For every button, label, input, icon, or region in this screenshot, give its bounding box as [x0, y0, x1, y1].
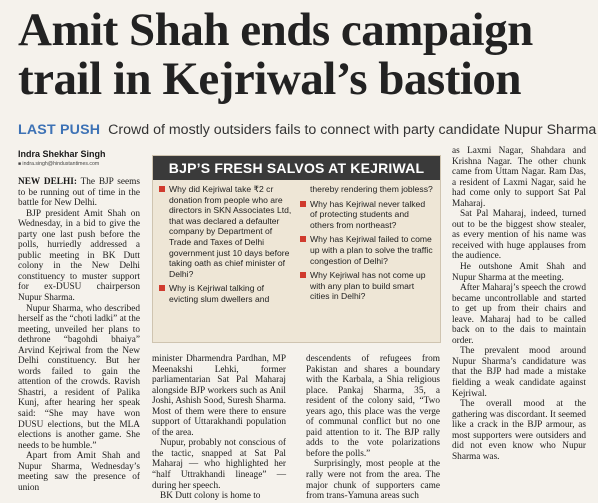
story-paragraph: minister Dharmendra Pardhan, MP Meenakshi Lehki, former parliamentarian Sat Pal Maharaj alongside BJP workers such as Anil Joshi, Ashish Sood, Suresh Sharma. Most of them were there to ensure support of Uttarakhandi population of the area. — [152, 354, 286, 438]
story-paragraph: The overall mood at the gathering was discordant. It seemed like a crack in the BJP armour, as most supporters were outsiders and did not even know who Nupur Sharma was. — [452, 399, 586, 462]
story-paragraph: Nupur Sharma, who described herself as the “choti ladki” at the meeting, unveiled her plans to dethrone “bagohdi bhaiya” Arvind Kejriwal from the New Delhi constituency. But her words failed to gain the attention of the crowds. Ravish Shastri, a resident of Palika Kunj, after hearing her speak said: “She may have won DUSU elections, but the MLA elections is another game. She needs to be humble.” — [18, 303, 140, 451]
square-bullet-icon — [300, 236, 306, 242]
square-bullet-icon — [300, 272, 306, 278]
story-paragraph: BK Dutt colony is home to — [160, 491, 261, 502]
byline-name: Indra Shekhar Singh — [18, 149, 106, 159]
square-bullet-icon — [300, 201, 306, 207]
story-paragraph: He outshone Amit Shah and Nupur Sharma at the meeting. — [452, 262, 586, 283]
story-paragraph: descendents of refugees from Pakistan and shares a boundary with the Karbala, a Shia religious place. Pankaj Sharma, 35, a resident of the colony said, “Two years ago, this place was the verge of communal conflict but no one paid attention to it. The BJP rally adds to the vote polarizations before the polls.” — [306, 354, 440, 459]
sidebar-question: Why did Kejriwal take ₹2 cr donation from people who are directors in SKN Associates Ltd, that was declared a defaulter company by Department of Trade and Taxes of Delhi government just 10 days before taking oath as chief minister of Delhi? — [159, 184, 292, 279]
sidebar-box — [152, 155, 441, 343]
subhead — [18, 121, 597, 139]
sidebar-question: Why has Kejriwal never talked of protecting students and others from northeast? — [300, 199, 433, 231]
sidebar-question: Why is Kejriwal talking of evicting slum dwellers and — [159, 283, 292, 304]
square-bullet-icon — [159, 285, 165, 291]
sidebar-question: Why Kejriwal has not come up with any plan to build smart cities in Delhi? — [300, 270, 433, 302]
dateline: NEW DELHI: — [18, 177, 77, 187]
kicker-last-push: LAST PUSH — [18, 122, 101, 138]
story-paragraph: After Maharaj’s speech the crowd became uncontrollable and started to get up from their chairs and leave. Maharaj had to be called back on to the dais to maintain order. — [452, 283, 586, 346]
byline-email — [18, 160, 158, 168]
square-bullet-icon — [159, 186, 165, 192]
story-column-1 — [18, 177, 140, 493]
story-paragraph: Surprisingly, most people at the rally were not from the area. The major chunk of supporters came from trans-Yamuna areas such — [306, 459, 440, 502]
story-paragraph: The prevalent mood around Nupur Sharma’s candidature was that the BJP had made a mistake fielding a weak candidate against Kejriwal. — [452, 346, 586, 399]
story-paragraph: Apart from Amit Shah and Nupur Sharma, Wednesday’s meeting saw the presence of union — [18, 451, 140, 493]
sidebar-question-continuation: thereby rendering them jobless? — [310, 184, 433, 194]
story-paragraph: Nupur, probably not conscious of the tactic, snapped at Sat Pal Maharaj — who highlighted her “half Uttrakhandi lineage” —during her speech. — [152, 438, 286, 491]
deck: Crowd of mostly outsiders fails to connect with party candidate Nupur Sharma — [108, 122, 597, 138]
story-column-2 — [152, 354, 286, 502]
sidebar-column-right — [300, 184, 433, 306]
story-column-3 — [306, 354, 440, 502]
story-column-4 — [452, 146, 586, 462]
story-paragraph: Sat Pal Maharaj, indeed, turned out to be the biggest show stealer, as every mention of his name was received with huge applauses from the audience. — [452, 209, 586, 262]
byline-email-text: indra.singh@hindustantimes.com — [22, 161, 100, 167]
story-paragraph: BJP president Amit Shah on Wednesday, in a bid to give the party one last push before the polls, hurriedly addressed a public meeting in BK Dutt colony in the New Delhi constituency to muster support for ex-DUSU chairperson Nupur Sharma. — [18, 208, 140, 304]
headline: Amit Shah ends campaign trail in Kejriwal’s bastion — [18, 4, 533, 105]
sidebar-column-left — [159, 184, 292, 309]
sidebar-question: Why has Kejriwal failed to come up with a plan to solve the traffic congestion of Delhi? — [300, 234, 433, 266]
email-icon: ■ — [18, 161, 23, 167]
byline — [18, 149, 158, 168]
story-paragraph: as Laxmi Nagar, Shahdara and Krishna Nagar. The other chunk came from Uttam Nagar. Ram Das, a resident of Laxmi Nagar, said he had come only to support Sat Pal Maharaj. — [452, 146, 586, 209]
story-paragraph: NEW DELHI: The BJP seems to be running out of time in the battle for New Delhi. — [18, 177, 140, 209]
sidebar-title: BJP’S FRESH SALVOS AT KEJRIWAL — [153, 156, 440, 180]
